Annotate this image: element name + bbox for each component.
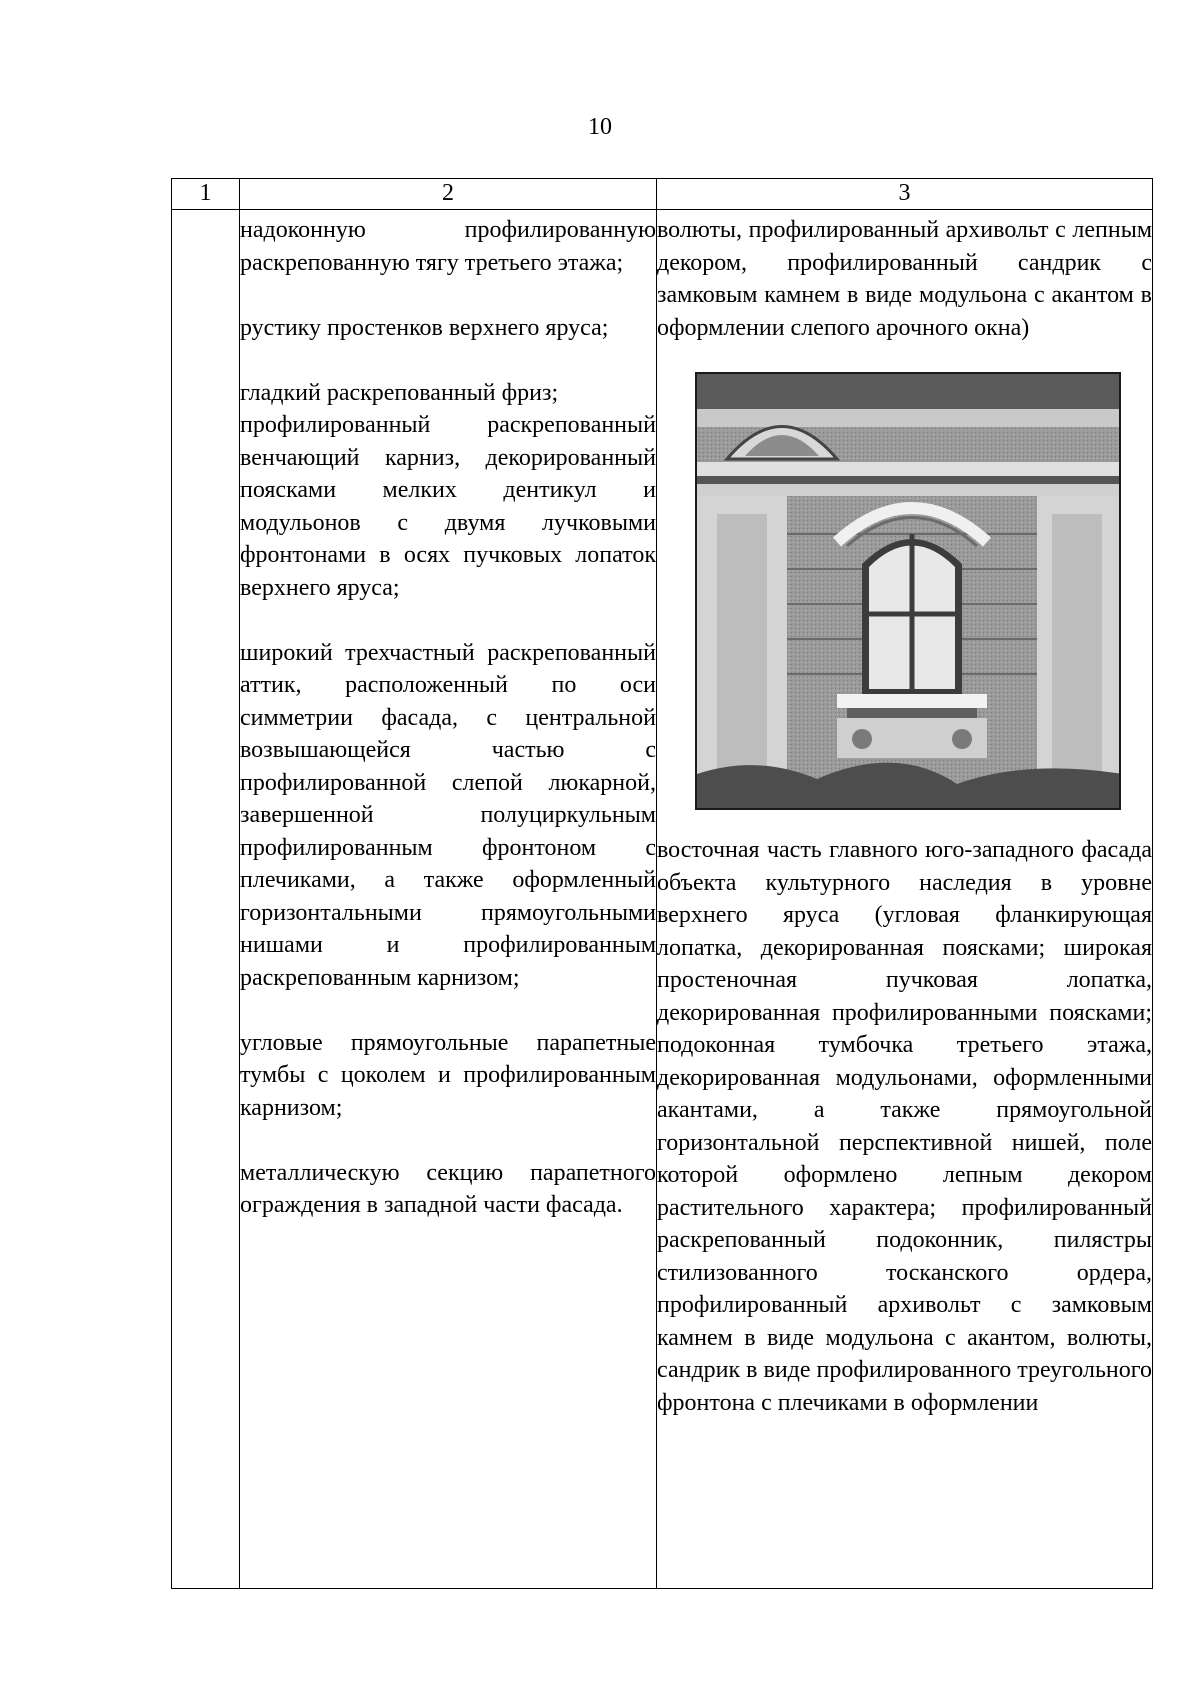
description-table — [171, 178, 1153, 1589]
table-header-row — [172, 179, 1153, 210]
col2-paragraph-1: надоконную профилированную раскрепованную тягу третьего этажа; — [240, 217, 656, 276]
header-col-3: 3 — [657, 179, 1153, 210]
col2-paragraph-6: угловые прямоугольные парапетные тумбы с цоколем и профилированным карнизом; — [240, 1029, 656, 1121]
col2-paragraph-3: гладкий раскрепованный фриз; — [240, 379, 559, 406]
col2-paragraph-4: профилированный раскрепованный венчающий карниз, декорированный поясками мелких дентикул и модульонов с двумя лучковыми фронтонами в осях пучковых лопаток верхнего яруса; — [240, 412, 656, 601]
facade-photo — [695, 372, 1121, 810]
table-row — [172, 210, 1153, 1589]
header-col-1: 1 — [172, 179, 240, 210]
col2-paragraph-7: металлическую секцию парапетного ограждения в западной части фасада. — [240, 1159, 656, 1218]
col1-cell — [172, 210, 240, 1589]
col3-cell — [657, 210, 1153, 1589]
col2-paragraph-5: широкий трехчастный раскрепованный аттик, расположенный по оси симметрии фасада, с центральной возвышающейся частью с профилированной слепой люкарной, завершенной полуциркульным профилированным фронтоном с плечиками, а также оформленный горизонтальными прямоугольными нишами и профилированным раскрепованным карнизом; — [240, 639, 656, 991]
col3-text-bottom: восточная часть главного юго-западного фасада объекта культурного наследия в уровне верхнего яруса (угловая фланкирующая лопатка, декорированная поясками; широкая простеночная пучковая лопатка, декорированная профилированными поясками; подоконная тумбочка третьего этажа, декорированная модульонами, оформленными акантами, а также прямоугольной горизонтальной перспективной нишей, поле которой оформлено лепным декором растительного характера; профилированный раскрепованный подоконник, пилястры стилизованного тосканского ордера, профилированный архивольт с замковым камнем в виде модульона с акантом, волюты, сандрик в виде профилированного треугольного фронтона с плечиками в оформлении — [657, 837, 1152, 1416]
header-col-2: 2 — [240, 179, 657, 210]
col2-paragraph-2: рустику простенков верхнего яруса; — [240, 314, 609, 341]
col2-cell — [240, 210, 657, 1589]
page-number: 10 — [588, 114, 612, 140]
col3-text-top: волюты, профилированный архивольт с лепным декором, профилированный сандрик с замковым камнем в виде модульона с акантом в оформлении слепого арочного окна) — [657, 217, 1152, 341]
